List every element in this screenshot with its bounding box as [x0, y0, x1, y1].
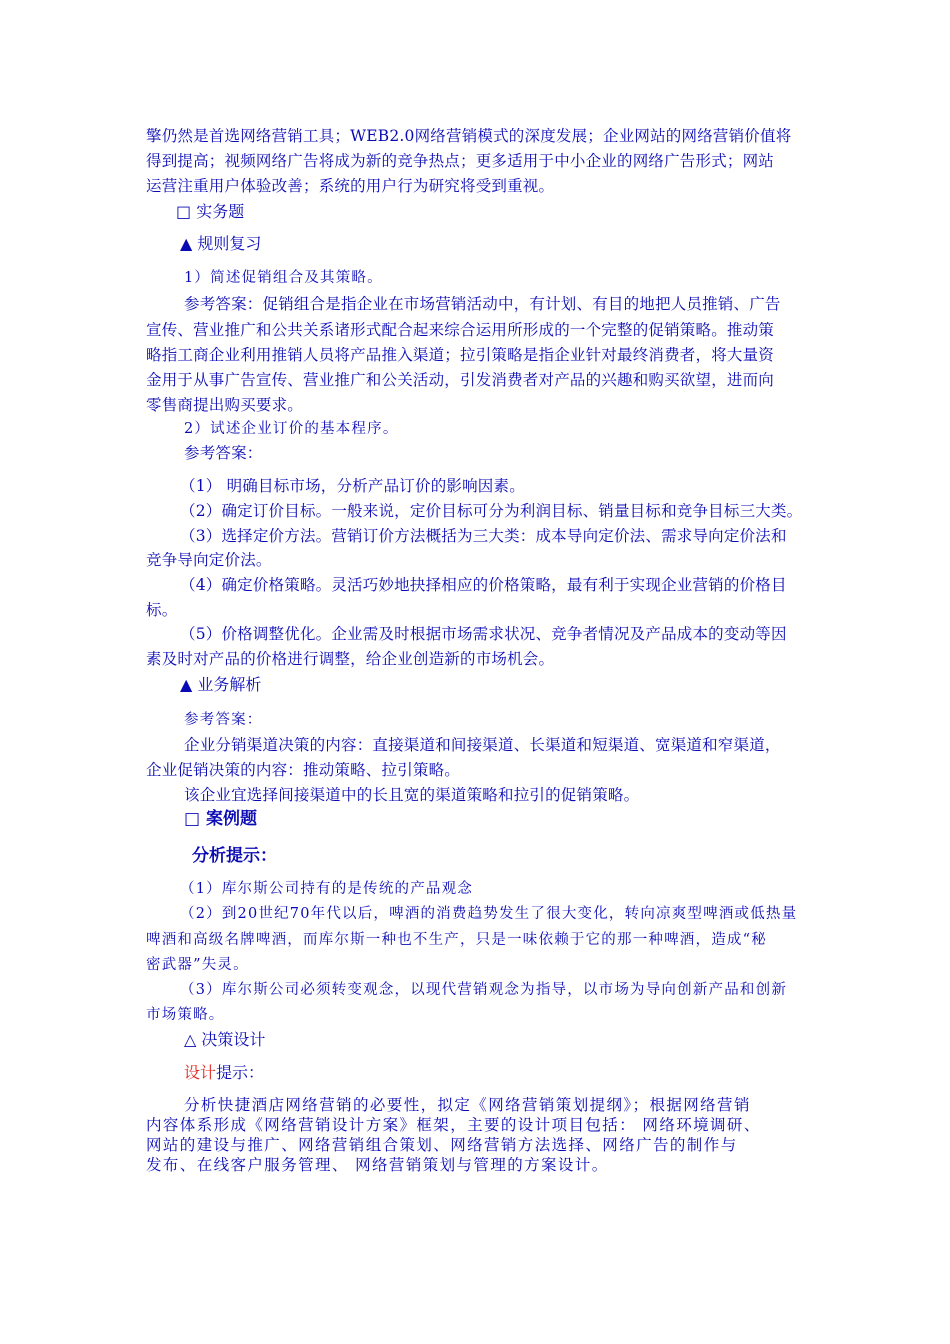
answer-2-item: （2）确定订价目标。一般来说，定价目标可分为利润目标、销量目标和竞争目标三大类。: [180, 502, 803, 520]
question-2: 2）试述企业订价的基本程序。: [184, 421, 399, 437]
answer-2-label: 参考答案：: [184, 444, 263, 462]
business-analysis-label: 参考答案：: [184, 712, 263, 728]
case-line: （2）到20世纪70年代以后，啤酒的消费趋势发生了很大变化，转向凉爽型啤酒或低热量: [180, 906, 798, 922]
design-hint-rest: 提示：: [216, 1063, 265, 1082]
decision-design-heading: △ 决策设计: [184, 1030, 266, 1049]
answer-2-item: 标。: [146, 601, 178, 619]
business-analysis-line: 企业分销渠道决策的内容：直接渠道和间接渠道、长渠道和短渠道、宽渠道和窄渠道，: [184, 736, 781, 754]
answer-1-line: 略指工商企业利用推销人员将产品推入渠道；拉引策略是指企业针对最终消费者，将大量资: [146, 346, 775, 364]
intro-line: 得到提高；视频网络广告将成为新的竞争热点；更多适用于中小企业的网络广告形式；网站: [146, 152, 775, 170]
answer-1-line: 零售商提出购买要求。: [146, 396, 304, 414]
case-line: （3）库尔斯公司必须转变观念，以现代营销观念为指导，以市场为导向创新产品和创新: [180, 982, 788, 998]
section-practice-heading: □ 实务题: [176, 202, 245, 221]
case-line: 市场策略。: [146, 1007, 225, 1023]
analysis-hint-heading: 分析提示：: [192, 846, 277, 866]
case-line: 啤酒和高级名牌啤酒，而库尔斯一种也不生产，只是一味依赖于它的那一种啤酒，造成“秘: [146, 932, 767, 948]
answer-2-item: （1） 明确目标市场，分析产品订价的影响因素。: [180, 477, 525, 495]
business-analysis-line: 该企业宜选择间接渠道中的长且宽的渠道策略和拉引的促销策略。: [184, 786, 640, 804]
design-line: 内容体系形成《网络营销设计方案》框架，主要的设计项目包括： 网络环境调研、: [146, 1116, 761, 1134]
case-line: 密武器”失灵。: [146, 957, 249, 973]
answer-1-line: 参考答案：促销组合是指企业在市场营销活动中，有计划、有目的地把人员推销、广告: [184, 295, 781, 313]
case-line: （1）库尔斯公司持有的是传统的产品观念: [180, 881, 474, 897]
answer-2-item: 竞争导向定价法。: [146, 551, 272, 569]
design-hint-red: 设计: [184, 1063, 217, 1082]
question-1: 1）简述促销组合及其策略。: [184, 270, 383, 286]
answer-1-line: 宣传、营业推广和公共关系诸形式配合起来综合运用所形成的一个完整的促销策略。推动策: [146, 321, 775, 339]
answer-2-item: （4）确定价格策略。灵活巧妙地抉择相应的价格策略，最有利于实现企业营销的价格目: [180, 576, 787, 594]
design-line: 发布、在线客户服务管理、 网络营销策划与管理的方案设计。: [146, 1156, 609, 1174]
business-analysis-heading: ▲ 业务解析: [180, 675, 262, 694]
business-analysis-line: 企业促销决策的内容：推动策略、拉引策略。: [146, 761, 461, 779]
answer-2-item: （3）选择定价方法。营销订价方法概括为三大类：成本导向定价法、需求导向定价法和: [180, 527, 787, 545]
answer-2-item: （5）价格调整优化。企业需及时根据市场需求状况、竞争者情况及产品成本的变动等因: [180, 625, 787, 643]
intro-line: 运营注重用户体验改善；系统的用户行为研究将受到重视。: [146, 177, 555, 195]
intro-line: 擎仍然是首选网络营销工具；WEB2.0网络营销模式的深度发展；企业网站的网络营销价值将: [146, 127, 792, 145]
answer-2-item: 素及时对产品的价格进行调整，给企业创造新的市场机会。: [146, 650, 555, 668]
section-case-heading: □ 案例题: [184, 809, 257, 829]
rule-review-heading: ▲ 规则复习: [180, 234, 262, 253]
design-line: 分析快捷酒店网络营销的必要性，拟定《网络营销策划提纲》；根据网络营销: [184, 1096, 751, 1114]
design-hint-heading: [184, 1061, 264, 1085]
design-line: 网站的建设与推广、网络营销组合策划、网络营销方法选择、网络广告的制作与: [146, 1136, 738, 1154]
answer-1-line: 金用于从事广告宣传、营业推广和公关活动，引发消费者对产品的兴趣和购买欲望，进而向: [146, 371, 775, 389]
